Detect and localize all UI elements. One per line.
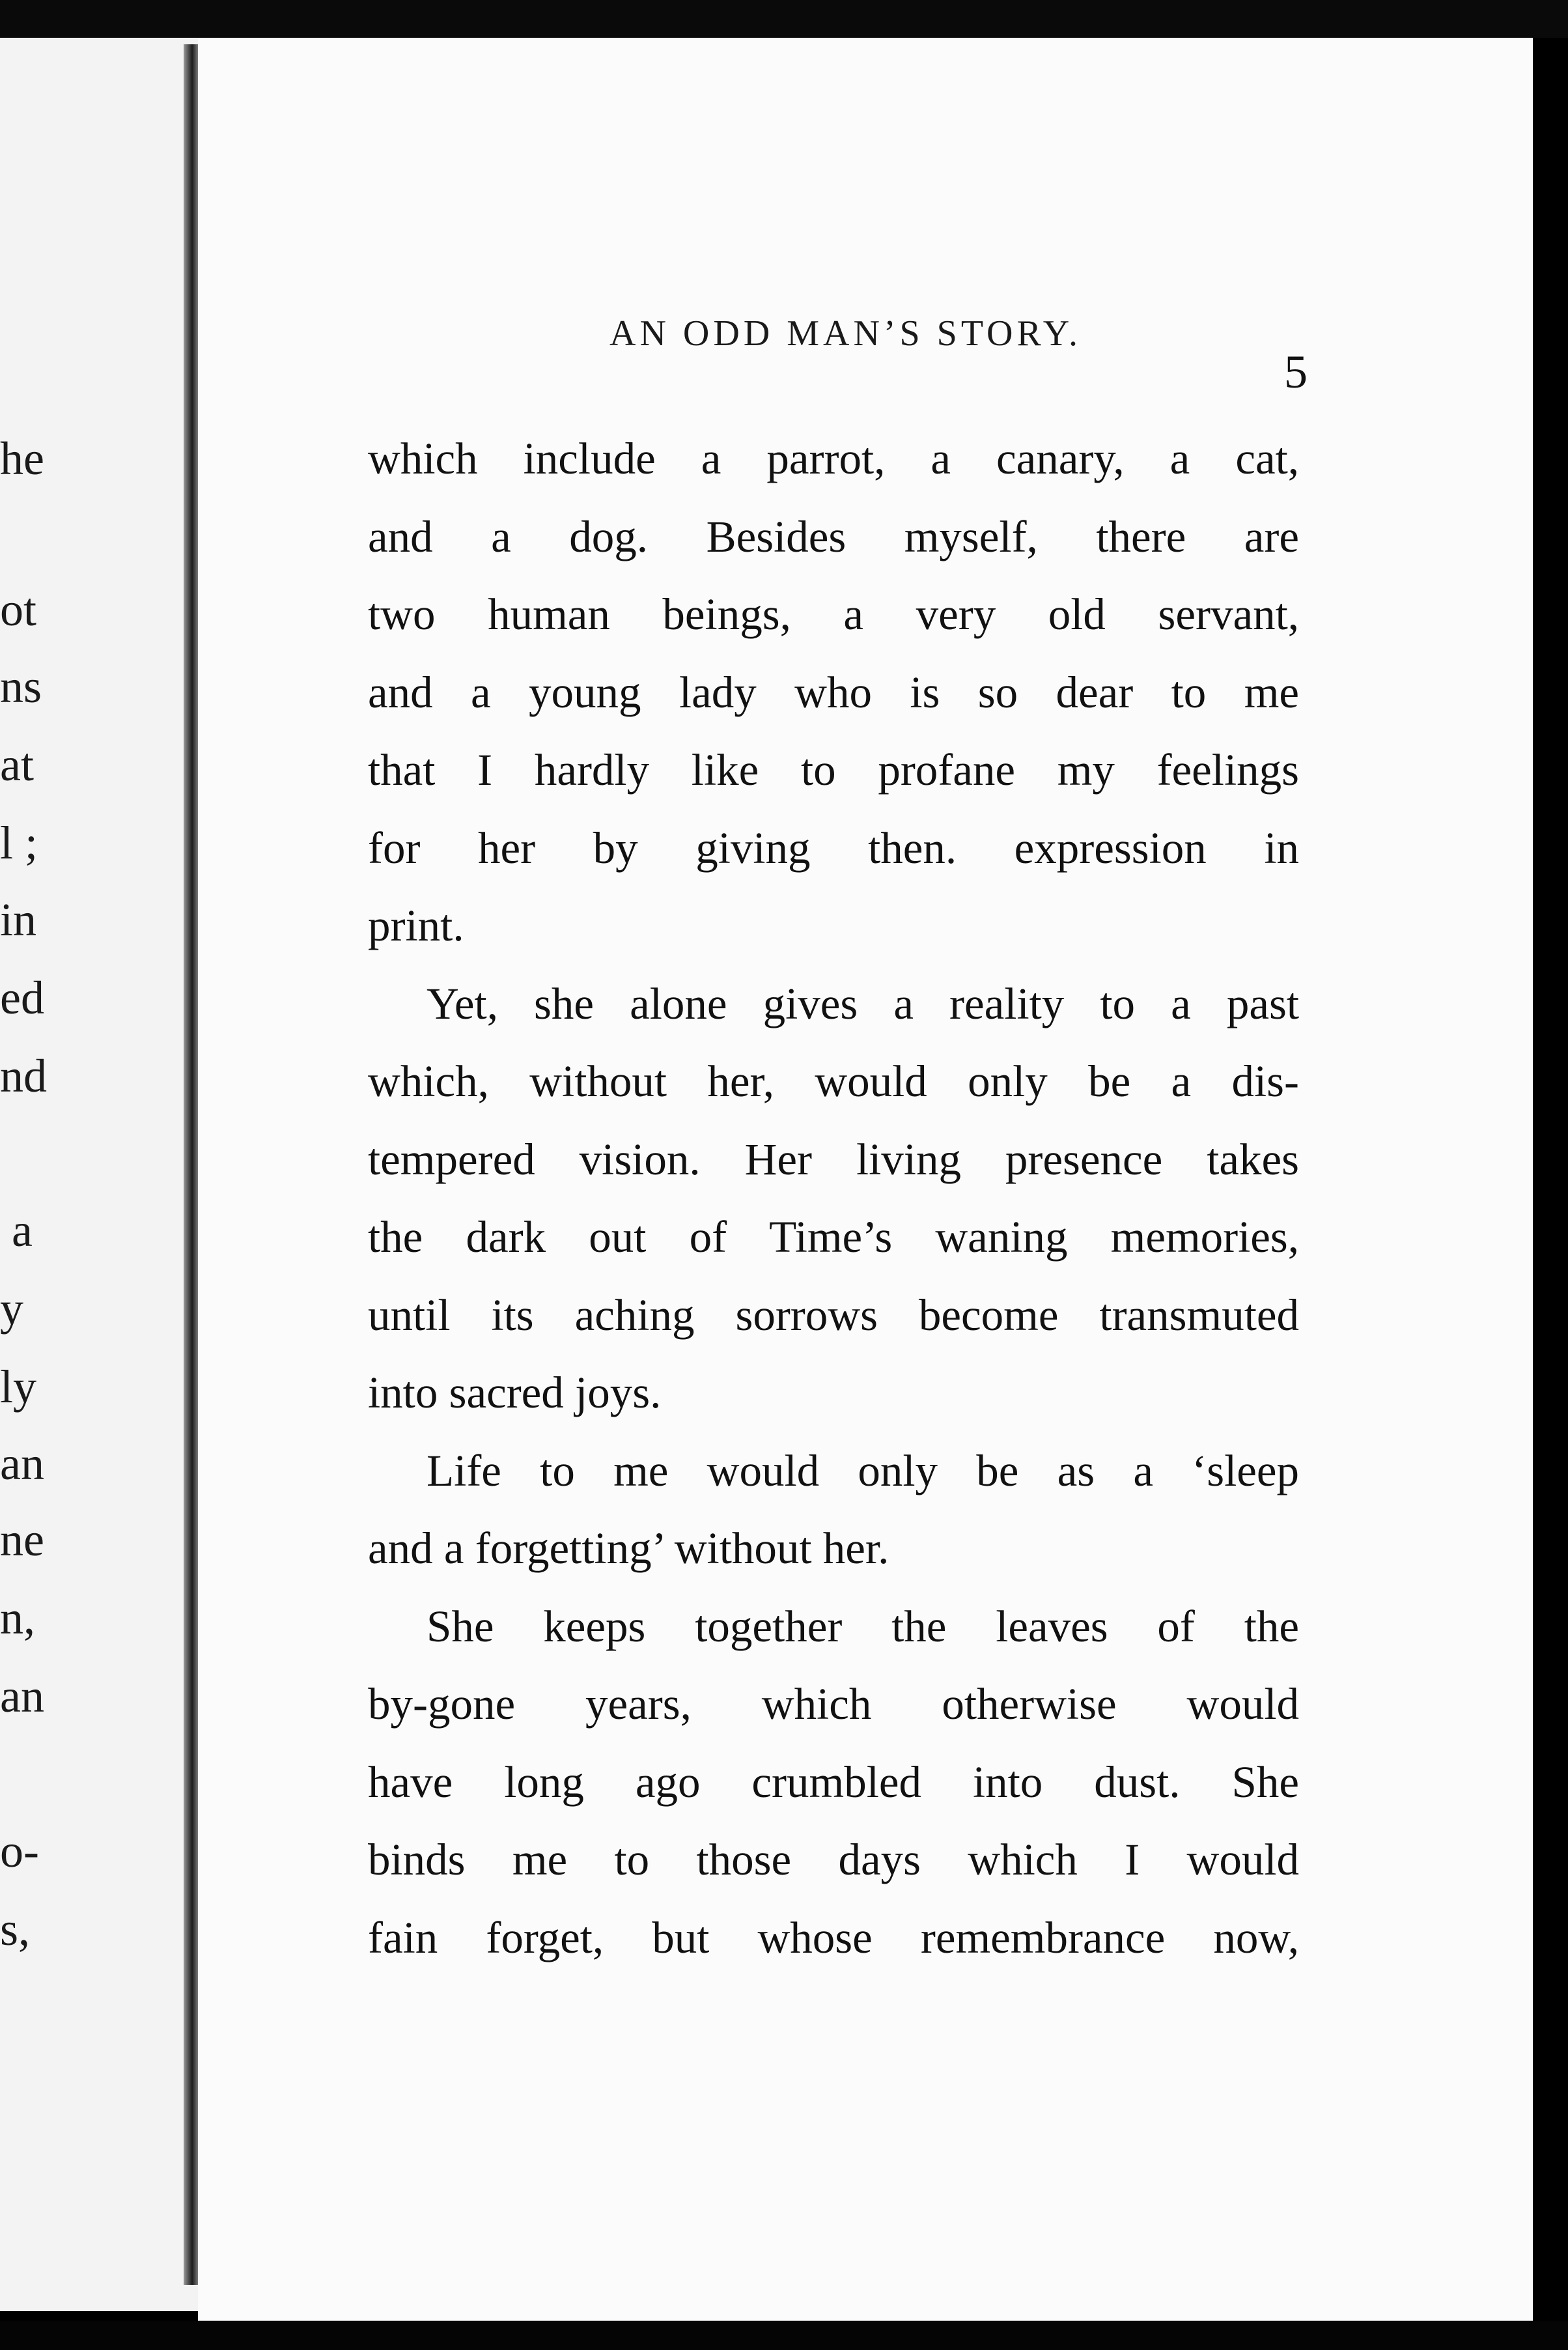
left-fragment: an — [0, 1670, 44, 1722]
left-fragment: l ; — [0, 817, 38, 869]
left-fragment: s, — [0, 1903, 31, 1955]
scan-top-border — [0, 0, 1568, 38]
left-fragment: ns — [0, 660, 42, 713]
text-line: have long ago crumbled into dust. She — [368, 1757, 1299, 1807]
left-fragment: ly — [0, 1361, 37, 1413]
text-line: into sacred joys. — [368, 1368, 662, 1417]
text-line: She keeps together the leaves of the — [427, 1601, 1299, 1651]
left-fragment: y — [0, 1282, 23, 1335]
text-line: print. — [368, 901, 464, 950]
book-gutter — [184, 44, 198, 2285]
page-number: 5 — [1284, 346, 1308, 398]
text-line: tempered vision. Her living presence takes — [368, 1134, 1299, 1184]
left-fragment: he — [0, 432, 44, 485]
left-fragment: ot — [0, 584, 37, 636]
left-fragment: ne — [0, 1514, 44, 1566]
text-line: and a dog. Besides myself, there are — [368, 511, 1299, 561]
left-fragment: ed — [0, 972, 44, 1024]
text-line: binds me to those days which I would — [368, 1835, 1299, 1884]
text-line: and a young lady who is so dear to me — [368, 667, 1299, 717]
text-line: which, without her, would only be a dis- — [368, 1056, 1299, 1106]
text-line: for her by giving then. expression in — [368, 823, 1299, 873]
left-fragment: a — [12, 1204, 33, 1256]
text-line: Yet, she alone gives a reality to a past — [427, 978, 1299, 1028]
left-fragment: at — [0, 739, 34, 791]
left-fragment: an — [0, 1437, 44, 1490]
left-fragment: in — [0, 894, 37, 946]
left-fragment: o- — [0, 1825, 39, 1877]
text-line: until its aching sorrows become transmuted — [368, 1290, 1299, 1340]
scan-bottom-border — [0, 2321, 1568, 2350]
text-line: Life to me would only be as a ‘sleep — [427, 1445, 1299, 1495]
text-line: and a forgetting’ without her. — [368, 1523, 889, 1573]
body-text — [368, 420, 1299, 1977]
running-title: AN ODD MAN’S STORY. — [609, 313, 1082, 354]
left-fragment: nd — [0, 1050, 47, 1102]
text-line: which include a parrot, a canary, a cat, — [368, 434, 1299, 483]
scan-right-border — [1533, 38, 1568, 2321]
text-line: by-gone years, which otherwise would — [368, 1679, 1299, 1729]
text-line: the dark out of Time’s waning memories, — [368, 1212, 1299, 1262]
text-line: two human beings, a very old servant, — [368, 589, 1299, 639]
left-fragment: n, — [0, 1592, 35, 1644]
text-line: that I hardly like to profane my feelings — [368, 745, 1299, 795]
text-line: fain forget, but whose remembrance now, — [368, 1912, 1299, 1962]
